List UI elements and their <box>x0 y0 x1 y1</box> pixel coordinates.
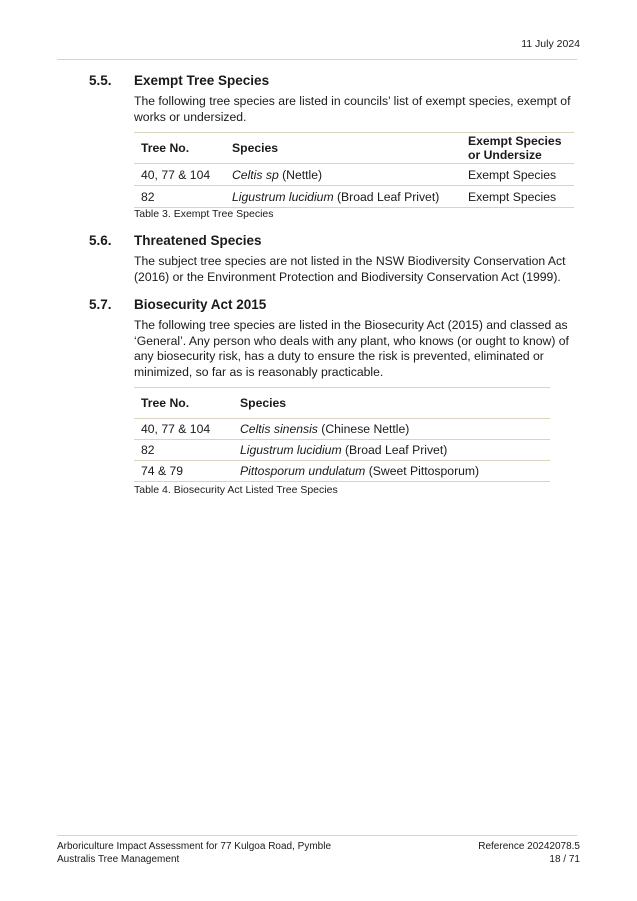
species-cell <box>233 440 550 461</box>
col-header-exempt-line2: or Undersize <box>468 148 542 162</box>
table-header-row <box>134 388 550 419</box>
species-botanical: Ligustrum lucidium <box>240 443 342 457</box>
page-number: 18 / 71 <box>549 853 580 865</box>
section-5-5-paragraph: The following tree species are listed in councils’ list of exempt species, exempt of works or undersized. <box>134 94 571 124</box>
species-botanical: Ligustrum lucidium <box>232 189 334 204</box>
col-header-exempt-line1: Exempt Species <box>468 134 562 148</box>
species-botanical: Celtis sp <box>232 167 279 182</box>
tree-no-cell: 40, 77 & 104 <box>134 164 225 186</box>
tree-no-cell: 40, 77 & 104 <box>134 419 233 440</box>
species-common: (Broad Leaf Privet) <box>333 189 440 204</box>
col-header-tree-no: Tree No. <box>134 133 225 164</box>
footer-divider <box>57 835 577 836</box>
col-header-species: Species <box>233 388 550 419</box>
col-header-species: Species <box>225 133 461 164</box>
biosecurity-species-table <box>134 387 550 482</box>
table-row <box>134 164 574 186</box>
species-common: (Chinese Nettle) <box>317 422 410 436</box>
species-botanical: Celtis sinensis <box>240 422 318 436</box>
status-cell: Exempt Species <box>461 164 574 186</box>
header-divider <box>57 59 577 60</box>
footer-left <box>57 841 331 866</box>
section-5-7-paragraph: The following tree species are listed in the Biosecurity Act (2015) and classed as ‘General’. Any person who deals with any plant, who knows (or ought to know) of any biosecurity risk, has a duty to ensure the risk is prevented, eliminated or minimized, so far as is reasonably practicable. <box>134 318 569 379</box>
col-header-exempt <box>461 133 574 164</box>
table-row <box>134 419 550 440</box>
tree-no-cell: 82 <box>134 186 225 208</box>
table-row <box>134 461 550 482</box>
species-cell <box>233 419 550 440</box>
col-header-tree-no: Tree No. <box>134 388 233 419</box>
table-3-caption: Table 3. Exempt Tree Species <box>134 208 274 220</box>
section-5-6-title: Threatened Species <box>134 233 262 248</box>
table-row <box>134 186 574 208</box>
section-5-6-number: 5.6. <box>89 233 112 248</box>
section-5-5-title: Exempt Tree Species <box>134 73 270 88</box>
header-date: 11 July 2024 <box>521 38 580 50</box>
species-common: (Nettle) <box>278 167 323 182</box>
table-4-caption: Table 4. Biosecurity Act Listed Tree Species <box>134 484 338 496</box>
status-cell: Exempt Species <box>461 186 574 208</box>
species-botanical: Pittosporum undulatum <box>240 464 366 478</box>
species-cell <box>225 186 461 208</box>
tree-no-cell: 82 <box>134 440 233 461</box>
exempt-species-table <box>134 132 574 208</box>
tree-no-cell: 74 & 79 <box>134 461 233 482</box>
section-5-6-paragraph: The subject tree species are not listed in the NSW Biodiversity Conservation Act (2016) or the Environment Protection and Biodiversity Conservation Act (1999). <box>134 254 566 284</box>
section-5-7-number: 5.7. <box>89 297 112 312</box>
footer-report-title: Arboriculture Impact Assessment for 77 Kulgoa Road, Pymble <box>57 841 332 852</box>
species-cell <box>233 461 550 482</box>
species-cell <box>225 164 461 186</box>
footer-company: Australis Tree Management <box>57 853 180 865</box>
footer-reference: Reference 20242078.5 <box>478 841 580 852</box>
footer-right <box>478 841 580 866</box>
species-common: (Broad Leaf Privet) <box>341 443 448 457</box>
species-common: (Sweet Pittosporum) <box>365 464 480 478</box>
section-5-7-title: Biosecurity Act 2015 <box>134 297 267 312</box>
section-5-5-number: 5.5. <box>89 73 112 88</box>
table-header-row <box>134 133 574 164</box>
table-row <box>134 440 550 461</box>
